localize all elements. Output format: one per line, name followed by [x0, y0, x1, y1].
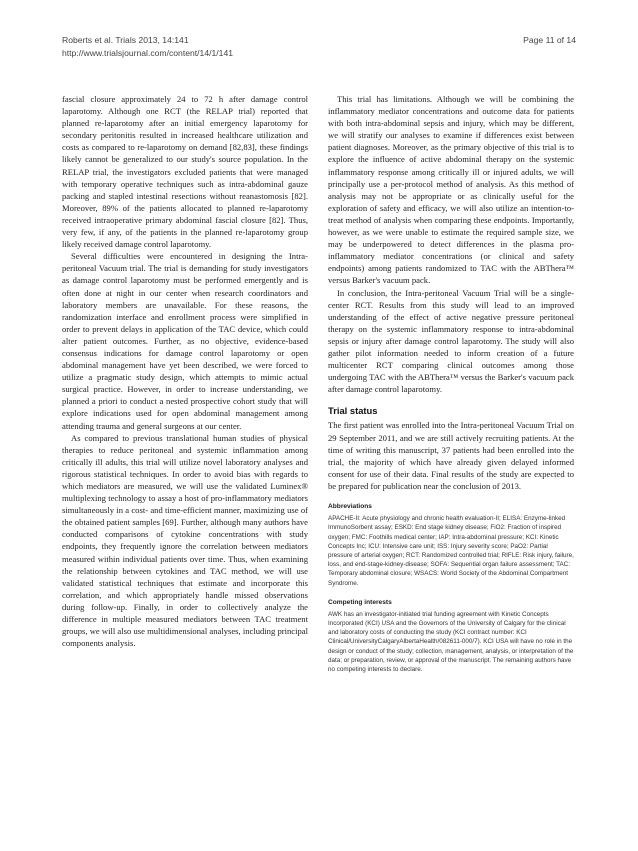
paragraph: This trial has limitations. Although we will be combining the inflammatory mediator concentrations and outcome data for patients with both intra-abdominal sepsis and injury, which may be different, we will stratify our analyses to examine if differences exist between patient diagnoses. Moreover, as the primary objective of this trial is to explore the influence of active abdominal therapy on the systemic inflammatory response among critically ill or injured adults, we will principally use a per-protocol method of analysis. As this method of analysis may not be appropriate or as clinically useful for the exploration of safety and efficacy, we will also utilize an intention-to-treat method of analysis when comparing these endpoints. Importantly, however, as we were unable to estimate the required sample size, we may be underpowered to detect differences in the plasma pro-inflammatory mediator concentrations (or clinical and safety endpoints) among patients randomized to TAC with the ABThera™ versus Barker's vacuum pack. [328, 94, 574, 286]
paragraph: In conclusion, the Intra-peritoneal Vacuum Trial will be a single-center RCT. Results from this study will lead to an improved understanding of the effect of active negative pressure peritoneal therapy on the systemic inflammatory response to intra-abdominal sepsis or injury after damage control laparotomy. The study will also gather pilot information needed to inform creation of a future multicenter RCT comparing clinical outcomes among those undergoing TAC with the ABThera™ versus the Barker's vacuum pack after damage control laparotomy. [328, 287, 574, 395]
paragraph: The first patient was enrolled into the Intra-peritoneal Vacuum Trial on 29 September 2011, and we are still actively recruiting patients. At the time of writing this manuscript, 37 patients had been enrolled into the trial, the majority of which have already given delayed informed consent for use of their data. Final results of the study are expected to be prepared for publication near the conclusion of 2013. [328, 420, 574, 491]
competing-interests-text: AWK has an investigator-initiated trial funding agreement with Kinetic Concepts Incorporated (KCI) USA and the Governors of the University of Calgary for the clinical and laboratory costs of conducting the study (KCI contract number: KCI Clinical/UniversityCalgaryAlbertaHealth/082611-000/7). KCI USA will have no role in the design or conduct of the study; collection, management, analysis, or interpretation of the data; or preparation, review, or approval of the manuscript. The remaining authors have no competing interests to declare. [328, 610, 574, 674]
article-url[interactable]: http://www.trialsjournal.com/content/14/1/141 [62, 48, 234, 58]
paragraph: As compared to previous translational human studies of physical therapies to reduce peritoneal and systemic inflammation among critically ill adults, this trial will utilize novel laboratory analyses and rigorous statistical techniques. In order to avoid bias with regards to which mediators are measured, we will use the validated Luminex® multiplexing technology to assay a host of pro-inflammatory mediators simultaneously in a cost- and time-efficient manner, maximizing use of the obtained patient samples [69]. Further, although many authors have conducted comparisons of cytokine concentrations with study endpoints, they frequently ignore the correlation between mediators measured within individual patients over time. Thus, when examining the relationship between cytokines and TAC method, we will use validated statistical techniques that estimate and incorporate this correlation, and which appropriately handle missed observations during follow-up. Finally, in order to collectively analyze the difference in multiple measured mediators between TAC treatment groups, we will also use multidimensional analyses, including principal components analysis. [62, 432, 308, 649]
journal-reference: Roberts et al. Trials 2013, 14:141 [62, 35, 189, 45]
page-number: Page 11 of 14 [523, 35, 576, 45]
running-header [62, 34, 576, 60]
section-heading: Trial status [328, 405, 378, 417]
competing-interests-heading: Competing interests [328, 598, 392, 606]
left-column [62, 93, 308, 649]
abbreviations-heading: Abbreviations [328, 503, 372, 510]
right-column [328, 93, 574, 674]
paragraph: Several difficulties were encountered in designing the Intra-peritoneal Vacuum trial. The trial is demanding for study investigators as damage control laparotomy must be performed emergently and is often done at night in our center when research coordinators and laboratory members are unavailable. For these reasons, the randomization interface and enrollment process were simplified in order to prevent delays in application of the TAC device, which could alter patient outcomes. Further, as no objective, evidence-based consensus indications for damage control laparotomy or open abdominal management have yet been described, we were forced to utilize a pragmatic study design, which attempts to mimic actual surgical practice. However, in order to increase understanding, we planned a priori to conduct a nested prospective cohort study that will explore indications used for open abdominal management among attending trauma and general surgeons at our center. [62, 251, 308, 431]
paragraph: fascial closure approximately 24 to 72 h after damage control laparotomy. Although one RCT (the RELAP trial) reported that planned re-laparotomy after an initial emergency laparotomy for secondary peritonitis resulted in increased healthcare utilization and costs as compared to re-laparotomy on demand [82,83], these findings likely cannot be generalized to our study's source population. In the RELAP trial, the investigators excluded patients that were managed with temporary operative techniques such as intra-abdominal gauze packing and stapled intestinal resections without reanastomosis [82]. Moreover, 89% of the patients allocated to planned re-laparotomy received intraoperative primary abdominal fascial closure [82]. Thus, very few, if any, of the patients in the planned re-laparotomy group likely received damage control laparotomy. [62, 94, 308, 250]
abbreviations-text: APACHE-II: Acute physiology and chronic health evaluation-II; ELISA: Enzyme-linked ImmunoSorbent assay; ESKD: End stage kidney disease; FiO2: Fraction of inspired oxygen; FMC: Foothills medical center; IAP: Intra-abdominal pressure; KCI: Kinetic Concepts Inc; ICU: Intensive care unit; ISS: Injury severity score; PaO2: Partial pressure of arterial oxygen; RCT: Randomized controlled trial; RIFLE: Risk injury, failure, loss, and end-stage-kidney-disease; SOFA: Sequential organ failure assessment; TAC: Temporary abdominal closure; WSACS: World Society of the Abdominal Compartment Syndrome. [328, 515, 574, 587]
